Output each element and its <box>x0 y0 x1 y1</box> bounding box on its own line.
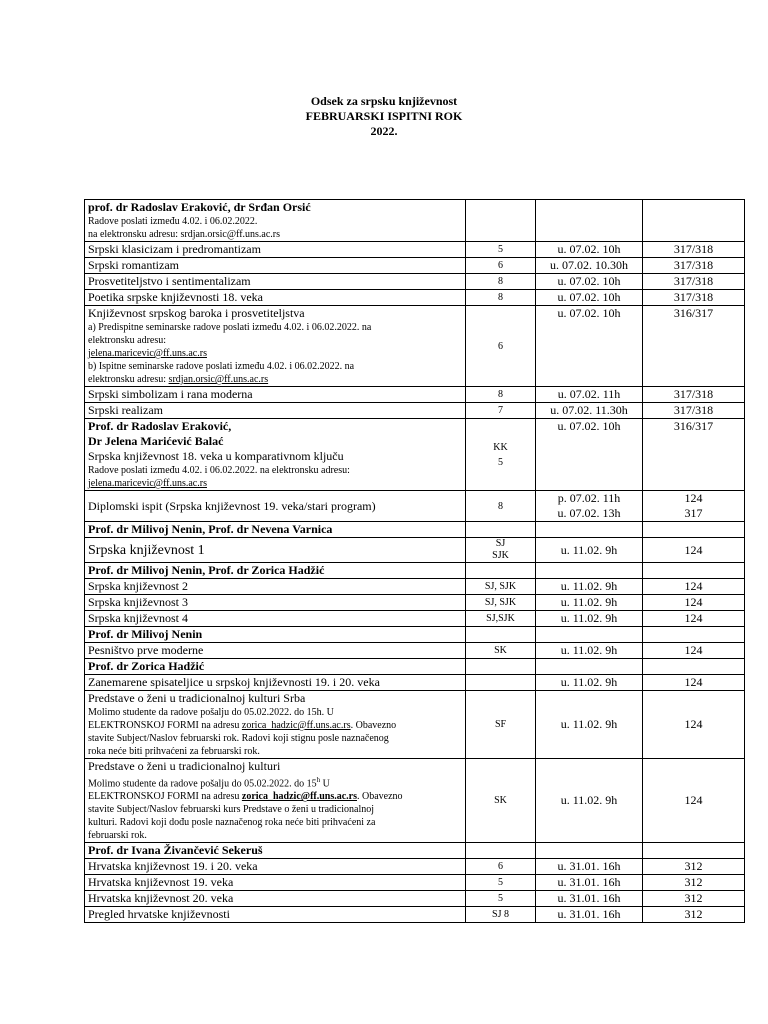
exam-date: u. 11.02. 9h <box>536 675 643 691</box>
professor-names: Prof. dr Milivoj Nenin, Prof. dr Nevena Varnica <box>85 522 466 538</box>
exam-room: 124 <box>643 643 745 659</box>
exam-room: 124 <box>643 538 745 563</box>
exam-room: 317/318 <box>643 258 745 274</box>
exam-date: u. 11.02. 9h <box>536 538 643 563</box>
group-header-row <box>85 659 745 675</box>
table-row <box>85 759 745 843</box>
exam-date: u. 07.02. 10h <box>536 306 643 387</box>
professor-names: Prof. dr Milivoj Nenin <box>85 627 466 643</box>
exam-room: 312 <box>643 907 745 923</box>
table-row <box>85 875 745 891</box>
submission-email-note: na elektronsku adresu: srdjan.orsic@ff.uns.ac.rs <box>88 229 281 240</box>
table-row <box>85 258 745 274</box>
document-header <box>0 94 768 139</box>
course-code: 5 <box>466 891 536 907</box>
table-row <box>85 290 745 306</box>
course-code <box>466 538 536 563</box>
note-text: ELEKTRONSKOJ FORMI na adresu <box>88 791 242 803</box>
email-link[interactable]: zorica_hadzic@ff.uns.ac.rs <box>241 720 351 731</box>
course-name: Srpska književnost 18. veka u komparativnom ključu <box>88 449 344 463</box>
course-code <box>466 675 536 691</box>
professor-names: Prof. dr Radoslav Eraković, <box>88 419 232 433</box>
course-name: Srpska književnost 2 <box>85 579 466 595</box>
exam-date: u. 07.02. 10h <box>536 274 643 290</box>
exam-date: u. 11.02. 9h <box>536 611 643 627</box>
exam-room: 316/317 <box>643 419 745 491</box>
submission-note: Radove poslati između 4.02. i 06.02.2022. <box>88 216 258 227</box>
course-cell <box>85 759 466 843</box>
exam-date: u. 31.01. 16h <box>536 875 643 891</box>
exam-period-title: FEBRUARSKI ISPITNI ROK <box>305 109 463 123</box>
note-text: Molimo studente da radove pošalju do 05.02.2022. do 15 <box>88 778 317 790</box>
course-code: SK <box>466 643 536 659</box>
course-name: Hrvatska književnost 20. veka <box>85 891 466 907</box>
course-name: Prosvetiteljstvo i sentimentalizam <box>85 274 466 290</box>
note-line: stavite Subject/Naslov februarski kurs Predstave o ženi u tradicionalnoj <box>88 804 375 816</box>
exam-date: u. 11.02. 9h <box>536 643 643 659</box>
exam-date: u. 31.01. 16h <box>536 891 643 907</box>
course-code: SK <box>466 759 536 843</box>
course-name: Diplomski ispit (Srpska književnost 19. veka/stari program) <box>85 491 466 522</box>
exam-room: 124 <box>643 691 745 759</box>
course-code: 8 <box>466 491 536 522</box>
table-row <box>85 643 745 659</box>
exam-room: 312 <box>643 859 745 875</box>
course-code: SJ 8 <box>466 907 536 923</box>
exam-date: u. 11.02. 9h <box>536 759 643 843</box>
professor-names: Prof. dr Zorica Hadžić <box>85 659 466 675</box>
group-header-row <box>85 522 745 538</box>
email-link[interactable]: srdjan.orsic@ff.uns.ac.rs <box>168 374 269 385</box>
course-code-line: KK <box>493 441 508 453</box>
note-text: . Obavezno <box>350 720 397 731</box>
exam-date: u. 07.02. 10h <box>536 419 643 491</box>
department-title: Odsek za srpsku književnost <box>310 94 458 108</box>
exam-date: u. 11.02. 9h <box>536 579 643 595</box>
course-code: SF <box>466 691 536 759</box>
course-name: Srpski simbolizam i rana moderna <box>85 387 466 403</box>
professor-names: prof. dr Radoslav Eraković, dr Srđan Orsić <box>88 200 311 214</box>
note-text: . Obavezno <box>357 791 403 803</box>
note-text: U <box>320 778 330 790</box>
table-row <box>85 595 745 611</box>
exam-room: 124 <box>643 675 745 691</box>
course-name: Poetika srpske književnosti 18. veka <box>85 290 466 306</box>
course-name: Srpski klasicizam i predromantizam <box>85 242 466 258</box>
table-row <box>85 538 745 563</box>
table-row <box>85 907 745 923</box>
table-row <box>85 306 745 387</box>
note-line: Radove poslati između 4.02. i 06.02.2022. na elektronsku adresu: <box>88 465 350 476</box>
course-code <box>466 419 536 491</box>
exam-room: 312 <box>643 875 745 891</box>
exam-room: 124 <box>643 759 745 843</box>
table-row <box>85 611 745 627</box>
email-link[interactable]: zorica_hadzic@ff.uns.ac.rs <box>241 791 358 803</box>
exam-room: 317/318 <box>643 242 745 258</box>
course-code: SJ, SJK <box>466 595 536 611</box>
note-line: roka neće biti prihvaćeni za februarski rok. <box>88 746 260 757</box>
exam-room: 124 <box>643 579 745 595</box>
table-row <box>85 491 745 522</box>
exam-date: u. 31.01. 16h <box>536 859 643 875</box>
group-header-row <box>85 627 745 643</box>
exam-schedule-table <box>84 199 745 923</box>
note-line: elektronsku adresu: <box>88 335 167 346</box>
professor-names: Prof. dr Ivana Živančević Sekeruš <box>85 843 466 859</box>
course-code-line: 5 <box>498 456 503 468</box>
exam-room <box>643 491 745 522</box>
course-code: 7 <box>466 403 536 419</box>
professor-names: Dr Jelena Marićević Balać <box>88 434 224 448</box>
exam-date-line: u. 07.02. 13h <box>557 506 621 520</box>
course-name: Književnost srpskog baroka i prosvetiteljstva <box>88 306 305 320</box>
note-line: februarski rok. <box>88 830 147 842</box>
course-name: Srpska književnost 3 <box>85 595 466 611</box>
exam-date: u. 07.02. 10h <box>536 242 643 258</box>
course-cell <box>85 691 466 759</box>
course-name: Srpska književnost 4 <box>85 611 466 627</box>
course-code: 5 <box>466 875 536 891</box>
note-line: elektronsku adresu: <box>88 374 167 385</box>
exam-room: 312 <box>643 891 745 907</box>
course-name: Hrvatska književnost 19. i 20. veka <box>85 859 466 875</box>
table-row <box>85 419 745 491</box>
course-name: Zanemarene spisateljice u srpskoj književnosti 19. i 20. veka <box>85 675 466 691</box>
group-header-row <box>85 843 745 859</box>
email-link[interactable]: jelena.maricevic@ff.uns.ac.rs <box>88 348 207 359</box>
table-row <box>85 387 745 403</box>
course-cell <box>85 419 466 491</box>
course-name: Pregled hrvatske književnosti <box>85 907 466 923</box>
exam-room-line: 124 <box>684 491 703 505</box>
exam-date: u. 31.01. 16h <box>536 907 643 923</box>
note-line: stavite Subject/Naslov februarski rok. Radovi koji stignu posle naznačenog <box>88 733 389 744</box>
course-code: 8 <box>466 274 536 290</box>
note-superscript: h <box>316 776 321 784</box>
course-name: Srpski romantizam <box>85 258 466 274</box>
exam-room: 317/318 <box>643 387 745 403</box>
course-code: 8 <box>466 387 536 403</box>
course-code-line: SJK <box>492 550 509 561</box>
exam-date <box>536 491 643 522</box>
course-name: Predstave o ženi u tradicionalnoj kulturi <box>88 759 281 773</box>
table-row <box>85 891 745 907</box>
exam-room: 124 <box>643 611 745 627</box>
exam-room: 317/318 <box>643 403 745 419</box>
email-link[interactable]: jelena.maricevic@ff.uns.ac.rs <box>88 478 207 489</box>
exam-room: 124 <box>643 595 745 611</box>
course-name: Predstave o ženi u tradicionalnoj kulturi Srba <box>88 691 306 705</box>
note-line: b) Ispitne seminarske radove poslati između 4.02. i 06.02.2022. na <box>88 361 355 372</box>
course-code: 6 <box>466 258 536 274</box>
course-code: SJ,SJK <box>466 611 536 627</box>
note-line: Molimo studente da radove pošalju do 05.02.2022. do 15h. U <box>88 707 334 718</box>
course-name: Srpska književnost 1 <box>85 538 466 563</box>
note-text: ELEKTRONSKOJ FORMI na adresu <box>88 720 242 731</box>
course-name: Hrvatska književnost 19. veka <box>85 875 466 891</box>
course-code: 6 <box>466 306 536 387</box>
exam-date-line: p. 07.02. 11h <box>557 491 621 505</box>
exam-date: u. 11.02. 9h <box>536 595 643 611</box>
group-header-row <box>85 563 745 579</box>
exam-date: u. 07.02. 11h <box>536 387 643 403</box>
course-code: 5 <box>466 242 536 258</box>
table-row <box>85 675 745 691</box>
table-row <box>85 274 745 290</box>
year-title: 2022. <box>370 124 398 138</box>
exam-room: 317/318 <box>643 290 745 306</box>
exam-room-line: 317 <box>684 506 703 520</box>
exam-date: u. 11.02. 9h <box>536 691 643 759</box>
exam-date: u. 07.02. 10h <box>536 290 643 306</box>
group-header-cell <box>85 200 466 242</box>
exam-room: 317/318 <box>643 274 745 290</box>
exam-date: u. 07.02. 11.30h <box>536 403 643 419</box>
course-name: Pesništvo prve moderne <box>85 643 466 659</box>
course-cell <box>85 306 466 387</box>
professor-names: Prof. dr Milivoj Nenin, Prof. dr Zorica Hadžić <box>85 563 466 579</box>
exam-date: u. 07.02. 10.30h <box>536 258 643 274</box>
course-code: 6 <box>466 859 536 875</box>
course-code: SJ, SJK <box>466 579 536 595</box>
exam-room: 316/317 <box>643 306 745 387</box>
course-code: 8 <box>466 290 536 306</box>
course-code-line: SJ <box>495 538 506 549</box>
table-row <box>85 579 745 595</box>
table-row <box>85 403 745 419</box>
table-row <box>85 691 745 759</box>
table-row <box>85 242 745 258</box>
table-row <box>85 859 745 875</box>
course-name: Srpski realizam <box>85 403 466 419</box>
note-line: a) Predispitne seminarske radove poslati između 4.02. i 06.02.2022. na <box>88 322 372 333</box>
group-header-row <box>85 200 745 242</box>
note-line: kulturi. Radovi koji dođu posle naznačenog roka neće biti prihvaćeni za <box>88 817 376 829</box>
